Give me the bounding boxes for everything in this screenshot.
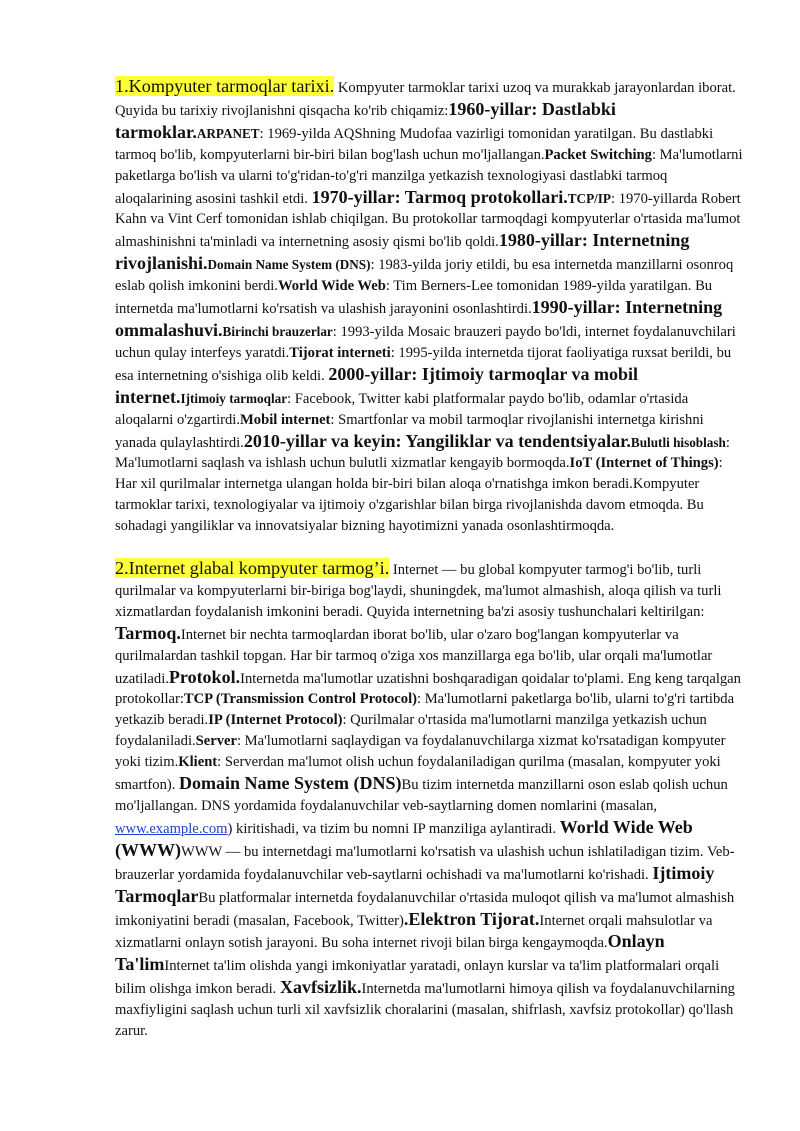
text-run: : Ma'lumotlarni saqlaydigan va foydalanuvchilarga xizmat ko'rsatadigan kompyuter yoki tizim.: [115, 733, 726, 771]
term-small: ARPANET: [196, 125, 260, 141]
term: Mobil internet: [240, 411, 331, 428]
text-run: Bu platformalar internetda foydalanuvchilar o'rtasida muloqot qilish va ma'lumot almashish imkoniyatini beradi (masalan, Facebook, Twitter): [115, 889, 735, 929]
text-run: : Ma'lumotlarni paketlarga bo'lish va ularni to'g'ridan-to'g'ri manzilga yetkazish texnologiyasi dastlabki tarmoq aloqalarining asosini tashkil etdi.: [115, 146, 743, 207]
term: Tijorat interneti: [289, 344, 391, 361]
text-run: Kompyuter tarmoklar tarixi uzoq va murakkab jarayonlardan iborat. Quyida bu tarixiy rivojlanishni qisqacha ko'rib chiqamiz:: [115, 80, 736, 119]
subheading: Tarmoq.: [115, 622, 181, 643]
term: TCP (Transmission Control Protocol): [183, 691, 417, 708]
subheading: World Wide Web (WWW): [115, 816, 693, 860]
subheading: Xavfsizlik.: [279, 977, 362, 998]
text-run: : Ma'lumotlarni paketlarga bo'lib, ularni to'g'ri tartibda yetkazib beradi.: [115, 691, 735, 729]
term-small: Domain Name System (DNS): [207, 257, 371, 273]
text-run: Internet bir nechta tarmoqlardan iborat bo'lib, ular o'zaro bog'langan kompyuterlar va qurilmalardan tashkil topgan. Har bir tarmoq o'ziga xos manzillarga ega bo'lib, ular orqali ma'lumotlar uzatiladi.: [115, 626, 713, 687]
term: Packet Switching: [544, 146, 652, 163]
term: Server: [195, 733, 237, 750]
text-run: : 1969-yilda AQShning Mudofaa vazirligi tomonidan yaratilgan. Bu dastlabki tarmoq bo'lib, kompyuterlarni bir-biri bilan bog'lash uchun mo'ljallangan.: [115, 125, 714, 163]
subheading: .Elektron Tijorat.: [403, 908, 540, 929]
text-run: : Har xil qurilmalar internetga ulangan holda bir-biri bilan aloqa o'rnatishga imkon beradi.Kompyuter tarmoklar tarixi, texnologiyalar va ijtimoiy o'zgarishlar bilan birga rivojlanishda davom etmoqda. Bu sohadagi yangiliklar va innovatsiyalar bizning hayotimizni yanada osonlashtirmoqda.: [115, 455, 723, 535]
text-run: : 1970-yillarda Robert Kahn va Vint Cerf tomonidan ishlab chiqilgan. Bu protokollar tarmoqdagi kompyuterlar o'rtasida ma'lumot almashinishni ta'minladi va internetning asosiy qismi bo'lib qoldi.: [115, 190, 741, 251]
subheading: Onlayn Ta'lim: [115, 931, 665, 975]
subheading: 1980-yillar: Internetning rivojlanishi.: [115, 230, 690, 274]
text-run: : 1983-yilda joriy etildi, bu esa internetda manzillarni osonroq eslab qolish imkonini berdi.: [115, 257, 734, 295]
text-run: : Ma'lumotlarni saqlash va ishlash uchun bulutli xizmatlar kengayib bormoqda.: [115, 434, 730, 472]
text-run: Internetda ma'lumotlarni himoya qilish va foydalanuvchilarning maxfiyligini saqlash uchun turli xil xavfsizlik choralarini (masalan, shifrlash, xavfsiz protokollar) qo'llash zarur.: [115, 981, 735, 1040]
subheading: 2010-yillar va keyin: Yangiliklar va tendentsiyalar.: [243, 430, 631, 451]
subheading: Ijtimoiy Tarmoqlar: [115, 862, 715, 906]
subheading: 1960-yillar: Dastlabki tarmoklar.: [115, 98, 616, 142]
term-small: Birinchi brauzerlar: [222, 323, 333, 339]
subheading: Protokol.: [168, 666, 241, 687]
text-run: Internet — bu global kompyuter tarmog'i bo'lib, turli qurilmalar va kompyuterlarni bir-biriga bog'laydi, shuningdek, ma'lumot almashish, aloqa qilish va turli xizmatlardan foydalanish imkonini beradi. Quyida internetning ba'zi asosiy tushunchalari keltirilgan:: [115, 562, 722, 620]
subheading: 1970-yillar: Tarmoq protokollari.: [311, 186, 568, 207]
term-small: TCP/IP: [567, 190, 611, 206]
text-run: : Tim Berners-Lee tomonidan 1989-yilda yaratilgan. Bu internetda ma'lumotlarni ko'rsatish va ulashish jarayonini osonlashtirdi.: [115, 278, 713, 318]
example-link[interactable]: www.example.com: [115, 820, 228, 837]
term: IoT (Internet of Things): [569, 455, 719, 472]
section-heading: 1.Kompyuter tarmoqlar tarixi.: [115, 76, 335, 96]
text-run: WWW — bu internetdagi ma'lumotlarni ko'rsatish va ulashish uchun ishlatiladigan tizim. Veb-brauzerlar yordamida foydalanuvchilar veb-saytlarni ochishadi va ma'lumotlarni ko'rishadi.: [115, 843, 735, 883]
text-run: Internetda ma'lumotlar uzatishni boshqaradigan qoidalar to'plami. Eng keng tarqalgan protokollar:: [115, 670, 741, 708]
paragraph-network-history: [115, 76, 744, 537]
term: IP (Internet Protocol): [208, 712, 343, 729]
term-small: Ijtimoiy tarmoqlar: [180, 390, 288, 406]
text-run: : Serverdan ma'lumot olish uchun foydalaniladigan qurilma (masalan, kompyuter yoki smartfon).: [115, 754, 721, 794]
text-run: Bu tizim internetda manzillarni oson eslab qolish uchun mo'ljallangan. DNS yordamida foydalanuvchilar veb-saytlarning domen nomlarini (masalan,: [115, 777, 728, 814]
text-run: : 1995-yilda internetda tijorat faoliyatiga ruxsat berildi, bu esa internetning o'sishiga olib keldi.: [115, 344, 732, 384]
section-heading: 2.Internet glabal kompyuter tarmog’i.: [115, 558, 390, 579]
term: Klient: [178, 754, 218, 771]
subheading: Domain Name System (DNS): [179, 773, 402, 794]
paragraph-internet-global-network: [115, 558, 744, 1042]
text-run: : 1993-yilda Mosaic brauzeri paydo bo'ldi, internet foydalanuvchilari uchun qulay interfeys yaratdi.: [115, 323, 736, 361]
term-small: Bulutli hisoblash: [630, 434, 726, 450]
text-run: Internet ta'lim olishda yangi imkoniyatlar yaratadi, onlayn kurslar va ta'lim platformalari orqali bilim olishga imkon beradi.: [115, 958, 720, 998]
text-run: ) kiritishadi, va tizim bu nomni IP manziliga aylantiradi.: [227, 820, 560, 837]
term: World Wide Web: [277, 278, 386, 295]
subheading: 2000-yillar: Ijtimoiy tarmoqlar va mobil internet.: [115, 363, 639, 407]
subheading: 1990-yillar: Internetning ommalashuvi.: [115, 297, 723, 340]
text-run: : Qurilmalar o'rtasida ma'lumotlarni manzilga yetkazish uchun foydalaniladi.: [115, 712, 707, 750]
text-run: : Facebook, Twitter kabi platformalar paydo bo'lib, odamlar o'rtasida aloqalarni o'zgartirdi.: [115, 390, 689, 428]
text-run: Internet orqali mahsulotlar va xizmatlarni onlayn sotish jarayoni. Bu soha internet rivoji bilan birga kengaymoqda.: [115, 912, 713, 952]
text-run: : Smartfonlar va mobil tarmoqlar rivojlanishi internetga kirishni yanada qulaylashtirdi.: [115, 411, 704, 451]
